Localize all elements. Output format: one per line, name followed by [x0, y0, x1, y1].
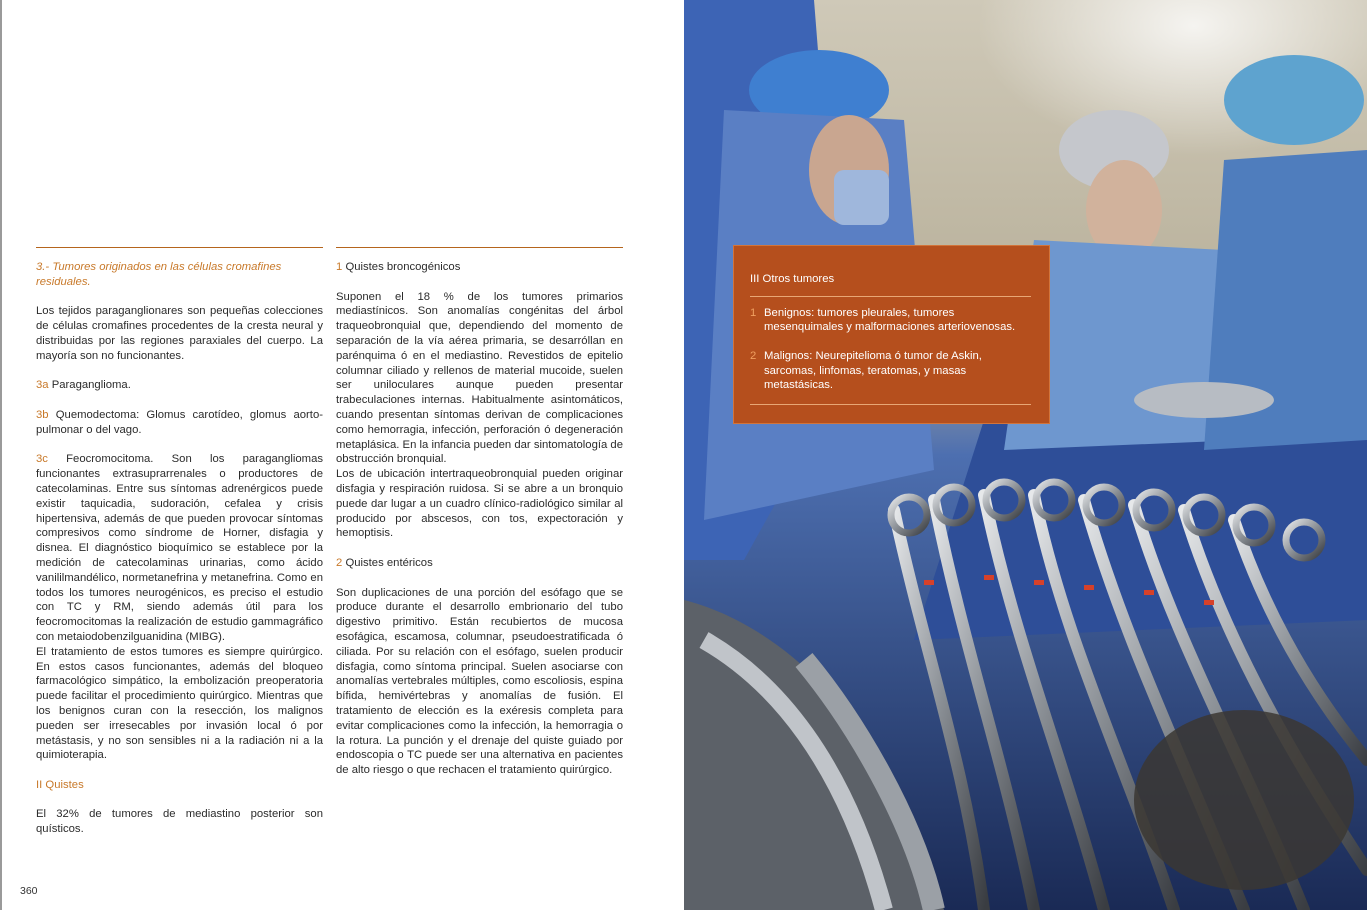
right-text-column	[336, 247, 623, 793]
callout-title: III Otros tumores	[750, 273, 835, 285]
quistes-broncogenicos-heading	[336, 260, 623, 275]
callout-item-benignos	[750, 306, 1031, 335]
q2-number: 2	[336, 556, 343, 569]
q2-title: Quistes entéricos	[345, 556, 433, 569]
callout-item-text: Benignos: tumores pleurales, tumores mesenquimales y malformaciones arteriovenosas.	[764, 306, 1016, 334]
right-page-photo-panel	[684, 0, 1367, 910]
q2-paragraph: Son duplicaciones de una porción del esófago que se produce durante el desarrollo embrionario del tubo digestivo primitivo. Están recubiertos de mucosa esofágica, escamosa, columnar, pseudoestratificada ó ciliada. Por su relación con el esófago, suelen producir disfagia, como síntoma principal. Suelen asociarse con anomalías vertebrales múltiples, como escoliosis, espina bífida, hemivértebras y anomalías de fusión. El tratamiento de elección es la exéresis completa para evitar complicaciones como la infección, la hemorragia o la rotura. La punción y el drenaje del quiste guiado por endoscopia o TC puede ser una alternativa en pacientes de alto riesgo o que rechacen el tratamiento quirúrgico.	[336, 586, 623, 777]
callout-item-number: 1	[750, 306, 757, 319]
column-rule	[336, 247, 623, 248]
item-3a-text: Paraganglioma.	[51, 379, 131, 392]
item-3b-text: Quemodectoma: Glomus carotídeo, glomus aorto-pulmonar o del vago.	[36, 408, 323, 436]
callout-item-number: 2	[750, 349, 757, 362]
section-ii-title: II Quistes	[36, 778, 84, 791]
item-3a	[36, 378, 323, 393]
otros-tumores-callout	[733, 245, 1050, 424]
callout-bottom-rule	[750, 404, 1031, 405]
page-number: 360	[20, 885, 38, 897]
q1-number: 1	[336, 261, 343, 273]
item-3c-text: Feocromocitoma. Son los paragangliomas funcionantes extrasuprarrenales o productores de catecolaminas. Entre sus síntomas adrenérgicos puede existir taquicadia, sudoración, cefalea y crisis hipertensiva, además de que pueden provocar síntomas compresivos como síndrome de Horner, disfagia y disnea. El diagnóstico bioquímico se establece por la medición de catecolaminas urinarias, como ácido vanililmandélico, normetanefrina y metanefrina. Como en todos los tumores neurogénicos, es preciso el estudio con TC y RM, siendo además útil para los feocromocitomas la realización de estudio gammagráfico con metaiodobenzilguanidina (MIBG).	[36, 453, 323, 643]
left-text-column	[36, 247, 323, 852]
column-rule	[36, 247, 323, 248]
item-3b	[36, 408, 323, 438]
q1-paragraph-b: Los de ubicación intertraqueobronquial pueden originar disfagia y respiración ruidosa. Si se abre a un bronquio puede dar lugar a un cuadro clínico-radiológico similar al producido por abscesos, con tos, expectoración y hemoptisis.	[336, 468, 623, 540]
item-3a-number: 3a	[36, 379, 49, 392]
section-ii-text: El 32% de tumores de mediastino posterior son quísticos.	[36, 808, 323, 836]
section-3-title: 3.- Tumores originados en las células cromafines residuales.	[36, 261, 282, 288]
q1-paragraph-a: Suponen el 18 % de los tumores primarios mediastínicos. Son anomalías congénitas del árbol traqueobronquial que, dependiendo del momento de separación de la vía aérea primaria, se desarróllan en parénquima ó en el mediastino. Revestidos de epitelio columnar ciliado y rellenos de material mucoide, suelen ser uniloculares aunque pueden presentar trabeculaciones internas. Habitualmente asintomáticos, cuando presentan síntomas derivan de complicaciones como hemorragia, infección, perforación ó degeneración metaplásica. En la infancia pueden dar sintomatología de obstrucción bronquial.	[336, 290, 624, 466]
item-3b-number: 3b	[36, 408, 49, 421]
item-3c-number: 3c	[36, 453, 48, 466]
item-3c	[36, 452, 323, 644]
callout-item-malignos	[750, 349, 1031, 393]
surgery-photo	[684, 0, 1367, 910]
q1-title: Quistes broncogénicos	[345, 261, 461, 273]
intro-paragraph: Los tejidos paraganglionares son pequeñas colecciones de células cromafines procedentes de la cresta neural y distribuidas por las regiones paraxiales del cuerpo. La mayoría son no funcionantes.	[36, 305, 323, 362]
callout-item-text: Malignos: Neurepitelioma ó tumor de Askin, sarcomas, linfomas, teratomas, y masas metastásicas.	[764, 349, 982, 392]
treatment-paragraph: El tratamiento de estos tumores es siempre quirúrgico. En estos casos funcionantes, además del bloqueo farmacológico simpático, la embolización preoperatoria puede facilitar el procedimiento quirúrgico. Mientras que los benignos curan con la resección, los malignos pueden ser irresecables por invasión local ó por metástasis, y no son sensibles ni a la radiación ni a la quimioterapia.	[36, 645, 323, 762]
callout-rule	[750, 296, 1031, 297]
quistes-entericos-heading	[336, 556, 623, 571]
